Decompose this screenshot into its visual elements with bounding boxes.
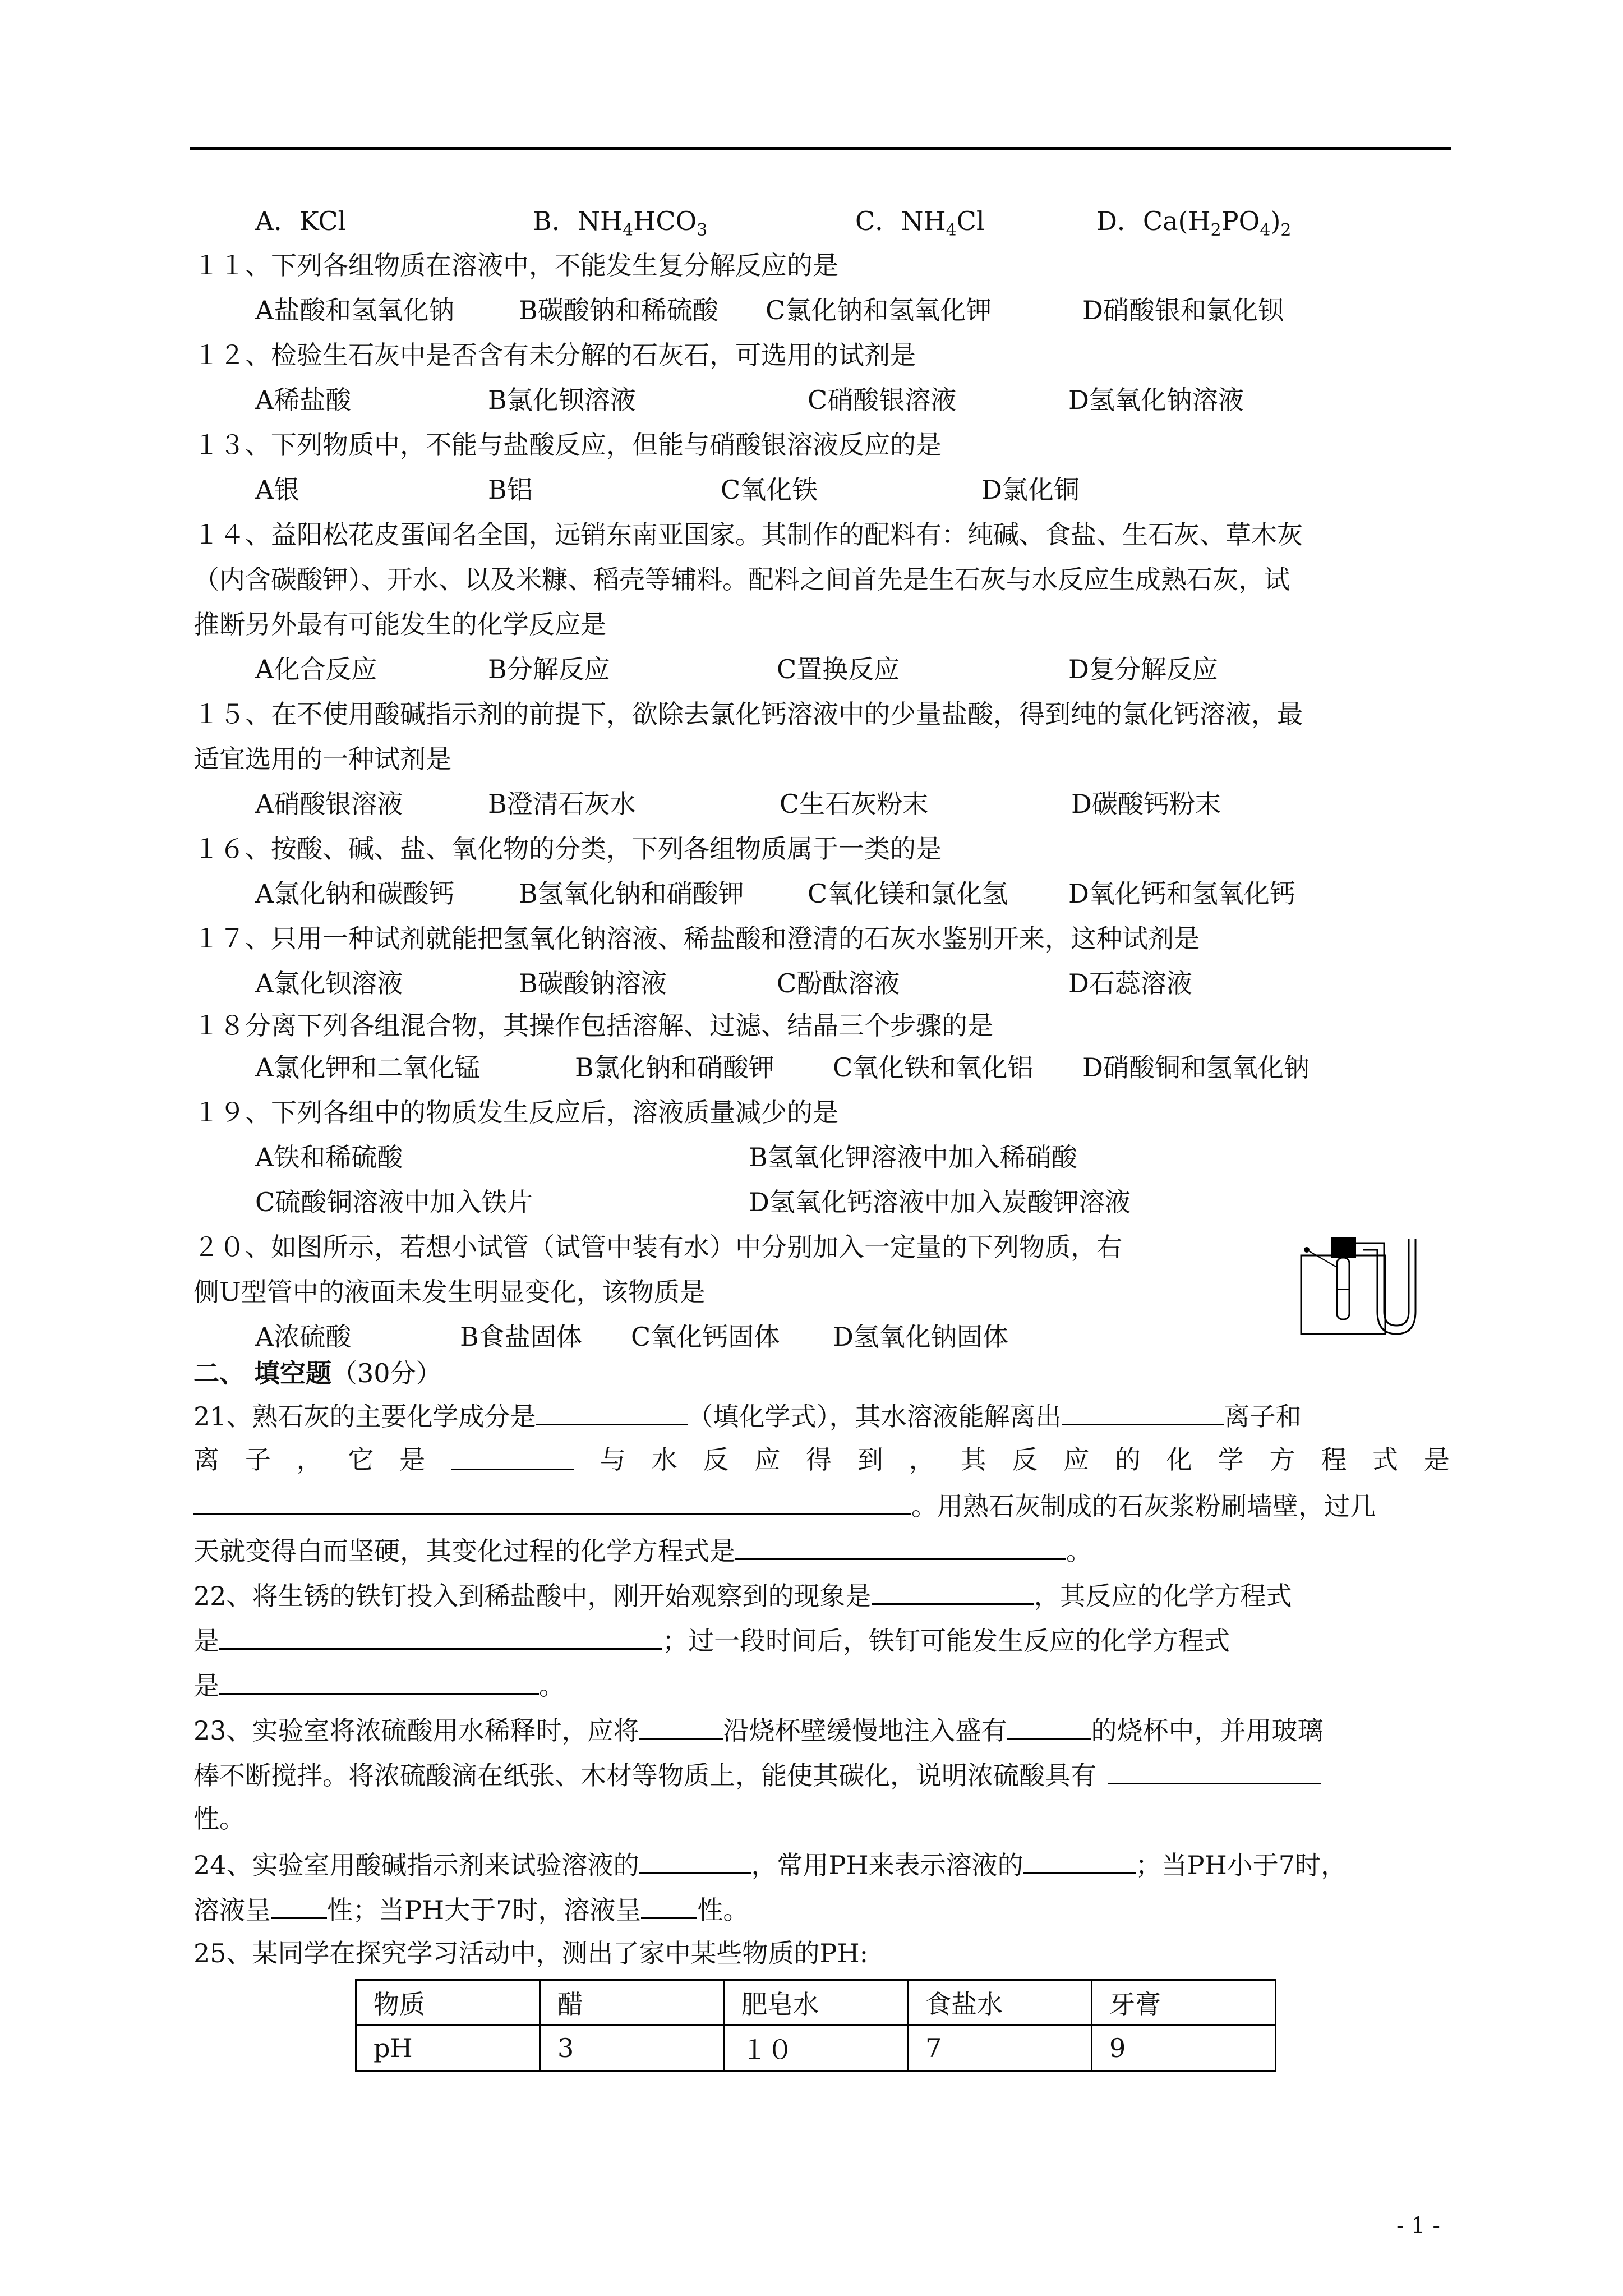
q20-option-c: C氧化钙固体 <box>631 1322 780 1352</box>
q16-option-d: D氧化钙和氢氧化钙 <box>1068 878 1295 909</box>
q19-option-b: B氢氧化钾溶液中加入稀硝酸 <box>749 1142 1077 1172</box>
table-cell: 9 <box>1092 2026 1276 2071</box>
q13-option-b: B铝 <box>488 475 533 505</box>
q12-option-c: C硝酸银溶液 <box>808 385 957 415</box>
header-rule <box>190 147 1451 150</box>
table-row <box>356 2026 1276 2071</box>
q13-option-a: A银 <box>255 475 300 505</box>
q18-stem: １８分离下列各组混合物，其操作包括溶解、过滤、结晶三个步骤的是 <box>193 1010 993 1041</box>
q24-line2: 溶液呈 性；当PH大于7时，溶液呈 性。 <box>193 1892 749 1927</box>
table-cell: 3 <box>540 2026 724 2071</box>
q19-option-c: C硫酸铜溶液中加入铁片 <box>255 1187 533 1217</box>
page-number: - 1 - <box>1396 2213 1440 2239</box>
table-header-cell: 牙膏 <box>1092 1980 1276 2026</box>
q16-option-b: B氢氧化钠和硝酸钾 <box>519 878 744 909</box>
q17-option-d: D石蕊溶液 <box>1068 968 1192 999</box>
q25-stem: 25、某同学在探究学习活动中，测出了家中某些物质的PH: <box>193 1938 869 1968</box>
table-header-cell: 醋 <box>540 1980 724 2026</box>
q15-stem-line1: １５、在不使用酸碱指示剂的前提下，欲除去氯化钙溶液中的少量盐酸，得到纯的氯化钙溶液，最 <box>193 699 1303 729</box>
q17-stem: １７、只用一种试剂就能把氢氧化钠溶液、稀盐酸和澄清的石灰水鉴别开来，这种试剂是 <box>193 923 1200 954</box>
q22-line3: 是 。 <box>193 1667 565 1703</box>
q15-option-d: D碳酸钙粉末 <box>1071 789 1221 819</box>
answer-blank[interactable] <box>451 1443 574 1470</box>
q23-line2: 棒不断搅拌。将浓硫酸滴在纸张、木材等物质上，能使其碳化，说明浓硫酸具有 <box>193 1757 1321 1792</box>
answer-blank[interactable] <box>219 1667 539 1695</box>
table-cell: 7 <box>908 2026 1092 2071</box>
q16-option-a: A氯化钠和碳酸钙 <box>255 878 455 909</box>
q12-option-a: A稀盐酸 <box>255 385 352 415</box>
q14-stem-line2: （内含碳酸钾）、开水、以及米糠、稻壳等辅料。配料之间首先是生石灰与水反应生成熟石灰，试 <box>193 564 1290 595</box>
q24-line1: 24、实验室用酸碱指示剂来试验溶液的 ，常用PH来表示溶液的 ；当PH小于7时， <box>193 1847 1347 1882</box>
q22-line1: 22、将生锈的铁钉投入到稀盐酸中，刚开始观察到的现象是 ，其反应的化学方程式 <box>193 1577 1292 1613</box>
table-cell: pH <box>356 2026 540 2071</box>
q14-option-c: C置换反应 <box>777 654 900 684</box>
q11-option-b: B碳酸钠和稀硫酸 <box>519 295 718 325</box>
q21-line4: 天就变得白而坚硬，其变化过程的化学方程式是 。 <box>193 1533 1092 1568</box>
q13-stem: １３、下列物质中，不能与盐酸反应，但能与硝酸银溶液反应的是 <box>193 430 942 460</box>
q20-option-b: B食盐固体 <box>460 1322 582 1352</box>
table-row <box>356 1980 1276 2026</box>
q20-option-d: D氢氧化钠固体 <box>833 1322 1008 1352</box>
answer-blank[interactable] <box>1062 1398 1224 1425</box>
q20-option-a: A浓硫酸 <box>255 1322 352 1352</box>
q17-option-b: B碳酸钠溶液 <box>519 968 667 999</box>
q23-line3: 性。 <box>193 1803 245 1834</box>
u-tube-apparatus-diagram <box>1284 1227 1453 1340</box>
q14-option-d: D复分解反应 <box>1068 654 1218 684</box>
q13-option-c: C氧化铁 <box>721 475 818 505</box>
ph-table <box>355 1979 1276 2072</box>
table-header-cell: 食盐水 <box>908 1980 1092 2026</box>
q20-stem-line2: 侧U型管中的液面未发生明显变化，该物质是 <box>193 1277 706 1307</box>
q11-option-c: C氯化钠和氢氧化钾 <box>766 295 992 325</box>
answer-blank[interactable] <box>1023 1847 1136 1874</box>
answer-blank[interactable] <box>536 1398 688 1425</box>
q22-line2: 是 ；过一段时间后，铁钉可能发生反应的化学方程式 <box>193 1622 1230 1658</box>
q16-stem: １６、按酸、碱、盐、氧化物的分类，下列各组物质属于一类的是 <box>193 834 942 864</box>
answer-blank[interactable] <box>1108 1757 1321 1784</box>
answer-blank[interactable] <box>271 1892 327 1919</box>
q11-option-a: A盐酸和氢氧化钠 <box>255 295 455 325</box>
table-header-cell: 肥皂水 <box>724 1980 908 2026</box>
q14-stem-line3: 推断另外最有可能发生的化学反应是 <box>193 609 606 639</box>
q11-stem: １１、下列各组物质在溶液中，不能发生复分解反应的是 <box>193 250 838 280</box>
answer-blank[interactable] <box>639 1712 723 1740</box>
q17-option-a: A氯化钡溶液 <box>255 968 403 999</box>
q20-stem-line1: ２０、如图所示，若想小试管（试管中装有水）中分别加入一定量的下列物质，右 <box>193 1232 1122 1262</box>
q19-option-a: A铁和稀硫酸 <box>255 1142 403 1172</box>
table-cell: １０ <box>724 2026 908 2071</box>
q23-line1: 23、实验室将浓硫酸用水稀释时，应将 沿烧杯壁缓慢地注入盛有 的烧杯中，并用玻璃 <box>193 1712 1324 1747</box>
q21-line3: 。用熟石灰制成的石灰浆粉刷墙壁，过几 <box>193 1488 1376 1523</box>
q12-stem: １２、检验生石灰中是否含有未分解的石灰石，可选用的试剂是 <box>193 340 916 370</box>
q10-option-d: D．$Ca(H_2PO_4)_2$ <box>1096 206 1292 241</box>
answer-blank[interactable] <box>1007 1712 1091 1740</box>
q18-option-d: D硝酸铜和氢氧化钠 <box>1082 1052 1310 1083</box>
q17-option-c: C酚酞溶液 <box>777 968 900 999</box>
q10-option-c: C．$NH_4Cl$ <box>855 206 985 241</box>
q19-option-d: D氢氧化钙溶液中加入炭酸钾溶液 <box>749 1187 1131 1217</box>
answer-blank[interactable] <box>193 1488 911 1515</box>
q15-option-b: B澄清石灰水 <box>488 789 636 819</box>
q12-option-d: D氢氧化钠溶液 <box>1068 385 1244 415</box>
q12-option-b: B氯化钡溶液 <box>488 385 636 415</box>
table-header-cell: 物质 <box>356 1980 540 2026</box>
section-2-heading: 二、 填空题（30分） <box>193 1358 442 1388</box>
answer-blank[interactable] <box>641 1892 697 1919</box>
q19-stem: １９、下列各组中的物质发生反应后，溶液质量减少的是 <box>193 1097 838 1128</box>
q16-option-c: C氧化镁和氯化氢 <box>808 878 1008 909</box>
q18-option-a: A氯化钾和二氧化锰 <box>255 1052 481 1083</box>
q15-stem-line2: 适宜选用的一种试剂是 <box>193 744 451 774</box>
q14-option-b: B分解反应 <box>488 654 610 684</box>
q10-option-b: B．$NH_4HCO_3$ <box>533 206 708 241</box>
answer-blank[interactable] <box>735 1533 1066 1560</box>
q21-line2: 离 子 ， 它 是 与 水 反 应 得 到 ， 其 反 应 的 化 学 方 程 式 是 <box>193 1443 1450 1476</box>
answer-blank[interactable] <box>219 1622 662 1650</box>
answer-blank[interactable] <box>872 1577 1034 1605</box>
answer-blank[interactable] <box>639 1847 751 1874</box>
q11-option-d: D硝酸银和氯化钡 <box>1082 295 1284 325</box>
q18-option-c: C氧化铁和氧化铝 <box>833 1052 1034 1083</box>
q14-option-a: A化合反应 <box>255 654 377 684</box>
q10-option-a: A．KCl <box>255 206 347 236</box>
q15-option-a: A硝酸银溶液 <box>255 789 403 819</box>
q15-option-c: C生石灰粉末 <box>780 789 929 819</box>
q13-option-d: D氯化铜 <box>981 475 1080 505</box>
q18-option-b: B氯化钠和硝酸钾 <box>575 1052 774 1083</box>
q14-stem-line1: １４、益阳松花皮蛋闻名全国，远销东南亚国家。其制作的配料有：纯碱、食盐、生石灰、草木灰 <box>193 519 1303 550</box>
q21-line1: 21、熟石灰的主要化学成分是 （填化学式），其水溶液能解离出 离子和 <box>193 1398 1302 1433</box>
